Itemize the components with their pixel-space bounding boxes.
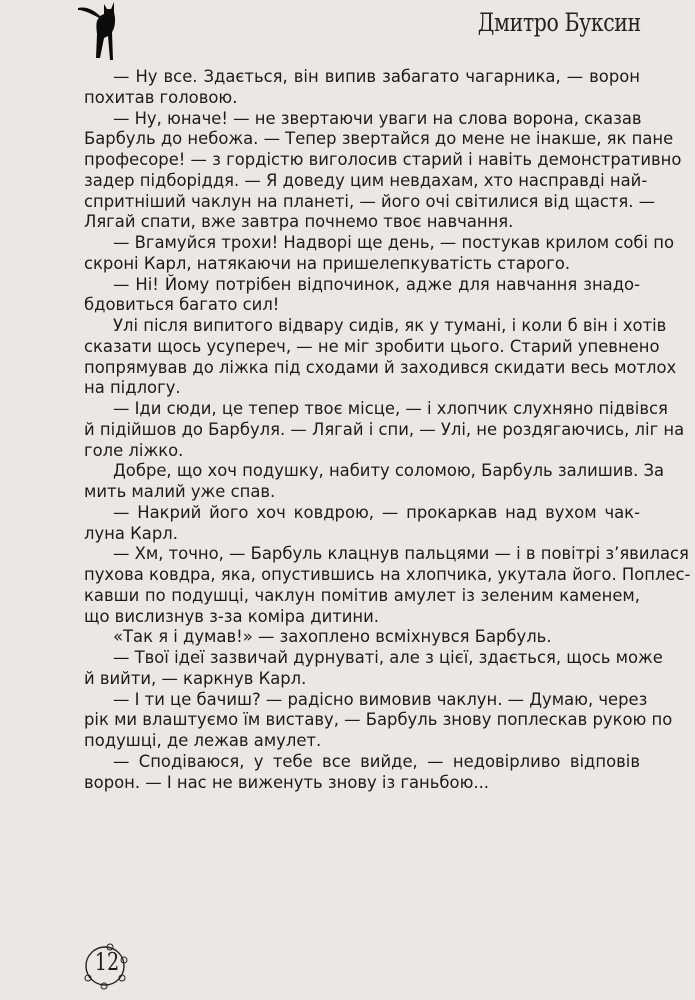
paragraph xyxy=(84,316,677,399)
page-body-text xyxy=(84,67,691,793)
text-line: голе ліжко. xyxy=(84,440,184,460)
text-line: — Іди сюди, це тепер твоє місце, — і хлопчик слухняно підвівся xyxy=(113,399,668,418)
text-line: — Ну все. Здається, він випив забагато чагарника, — ворон xyxy=(113,67,640,86)
paragraph xyxy=(84,67,640,109)
text-line: Лягай спати, вже завтра почнемо твоє навчання. xyxy=(84,212,514,232)
paragraph xyxy=(84,544,691,627)
text-line: — Накрий його хоч ковдрою, — прокаркав над вухом чак- xyxy=(113,502,640,522)
text-line: луна Карл. xyxy=(84,523,178,543)
paragraph xyxy=(84,648,663,690)
text-line: ворон. — І нас не виженуть знову із ганьбою... xyxy=(84,772,489,792)
paragraph xyxy=(84,461,665,503)
text-line: — Хм, точно, — Барбуль клацнув пальцями — і в повітрі з’явилася xyxy=(113,544,689,564)
paragraph xyxy=(84,627,640,648)
cat-silhouette-icon xyxy=(72,0,152,64)
text-line: бдовиться багато сил! xyxy=(84,295,280,315)
text-line: на підлогу. xyxy=(84,378,181,398)
text-line: професоре! — з гордістю виголосив старий і навіть демонстративно xyxy=(84,150,682,169)
text-line: — Твої ідеї зазвичай дурнуваті, але з цієї, здається, щось може xyxy=(113,648,663,667)
text-line: Улі після випитого відвару сидів, як у тумані, і коли б він і хотів xyxy=(113,316,667,335)
text-line: мить малий уже спав. xyxy=(84,482,276,501)
text-line: рік ми влаштуємо їм виставу, — Барбуль знову поплескав рукою по xyxy=(84,710,673,730)
text-line: кавши по подушці, чаклун помітив амулет із зеленим каменем, xyxy=(84,585,640,605)
text-line: сказати щось усупереч, — не міг зробити цього. Старий упевнено xyxy=(84,336,660,356)
text-line: — Ні! Йому потрібен відпочинок, адже для навчання знадо- xyxy=(113,274,640,294)
text-line: пухова ковдра, яка, опустившись на хлопчика, укутала його. Поплес- xyxy=(84,565,691,584)
text-line: задер підборіддя. — Я доведу цим невдахам, хто насправді най- xyxy=(84,170,648,190)
text-line: й вийти, — каркнув Карл. xyxy=(84,668,307,688)
paragraph xyxy=(84,233,675,275)
text-line: похитав головою. xyxy=(84,87,238,107)
page-number: 12 xyxy=(94,948,120,976)
page-number-badge xyxy=(80,938,134,992)
text-line: й підійшов до Барбуля. — Лягай і спи, — Улі, не роздягаючись, ліг на xyxy=(84,419,685,439)
paragraph xyxy=(84,689,673,752)
text-line: — Ну, юначе! — не звертаючи уваги на слова ворона, сказав xyxy=(113,108,642,128)
paragraph xyxy=(84,752,640,794)
text-line: що вислизнув з-за коміра дитини. xyxy=(84,606,379,626)
paragraph xyxy=(84,108,682,234)
paragraph xyxy=(84,503,640,545)
text-line: скроні Карл, натякаючи на пришелепкуватість старого. xyxy=(84,253,571,273)
text-line: спритніший чаклун на планеті, — його очі світилися від щастя. — xyxy=(84,191,656,211)
author-name-header: Дмитро Буксин xyxy=(477,8,641,37)
text-line: подушці, де лежав амулет. xyxy=(84,731,322,750)
text-line: «Так я і думав!» — захоплено всміхнувся Барбуль. xyxy=(113,627,552,647)
text-line: — Сподіваюся, у тебе все вийде, — недовірливо відповів xyxy=(113,751,640,771)
text-line: — Вгамуйся трохи! Надворі ще день, — постукав крилом собі по xyxy=(113,233,675,252)
paragraph xyxy=(84,275,640,317)
text-line: — І ти це бачиш? — радісно вимовив чаклун. — Думаю, через xyxy=(113,689,648,709)
text-line: Добре, що хоч подушку, набиту соломою, Барбуль залишив. За xyxy=(113,461,665,481)
text-line: попрямував до ліжка під сходами й заходився скидати весь мотлох xyxy=(84,357,677,377)
paragraph xyxy=(84,399,685,461)
text-line: Барбуль до небожа. — Тепер звертайся до мене не інакше, як пане xyxy=(84,129,674,149)
